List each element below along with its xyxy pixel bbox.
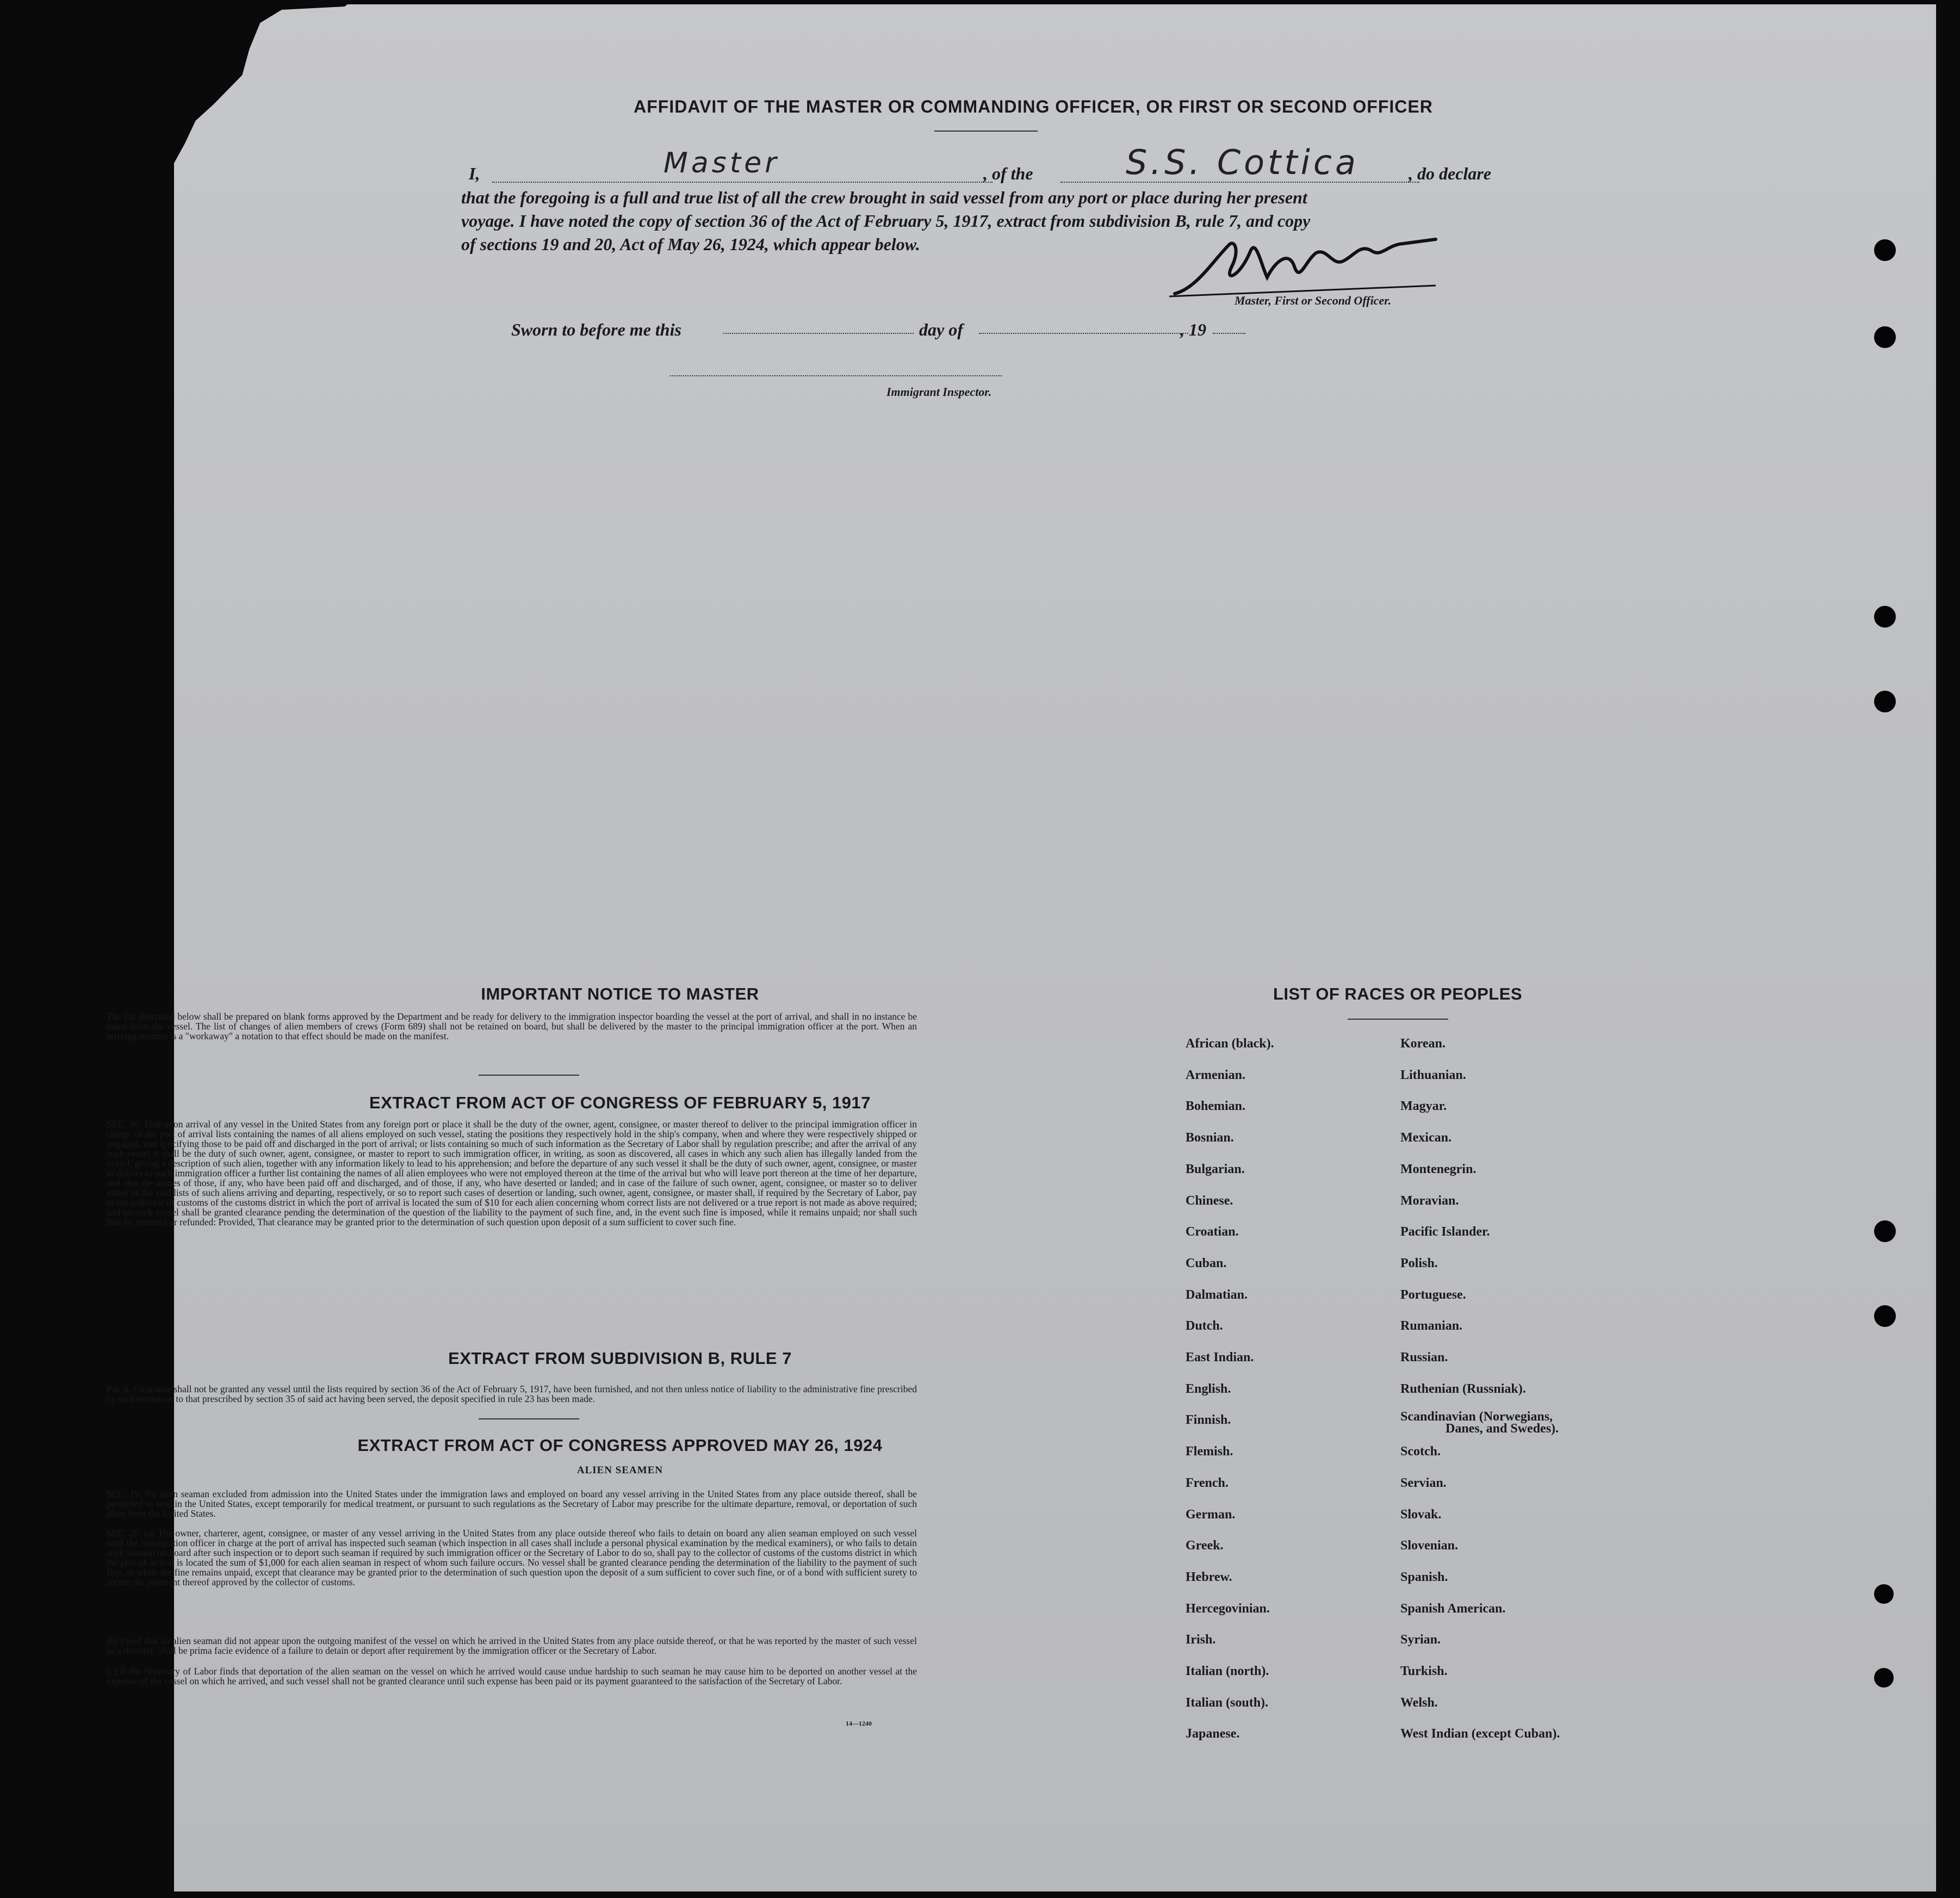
race-item: Scotch. xyxy=(1400,1444,1441,1459)
sworn-mid: day of xyxy=(919,320,963,339)
race-item: West Indian (except Cuban). xyxy=(1400,1727,1560,1741)
binding-hole xyxy=(1874,606,1896,628)
race-item: Polish. xyxy=(1400,1256,1438,1270)
sworn-day-blank xyxy=(723,333,914,334)
race-item: Bosnian. xyxy=(1186,1131,1234,1145)
race-item: Montenegrin. xyxy=(1400,1162,1477,1176)
line1-suffix: , do declare xyxy=(1409,164,1491,183)
race-item: German. xyxy=(1186,1508,1236,1522)
form-number: 14—1240 xyxy=(846,1720,872,1727)
race-item: Ruthenian (Russniak). xyxy=(1400,1382,1526,1396)
race-item: Welsh. xyxy=(1400,1696,1438,1710)
race-item: English. xyxy=(1186,1382,1231,1396)
race-item: Hebrew. xyxy=(1186,1570,1232,1584)
race-item: Cuban. xyxy=(1186,1256,1227,1270)
sec20a-text: SEC. 20. (a) The owner, charterer, agent, consignee, or master of any vessel arriving in the United States from any place outside thereof who fails to detain on board any alien seaman employed on such vessel until the immigration officer in charge at the port of arrival has inspected such seaman (which inspection in all cases shall include a personal physical examination by the medical examiners), or who fails to detain such seaman on board after such inspection or to deport such seaman if required by such immigration officer or the Secretary of Labor to do so, shall pay to the collector of customs of the customs district in which the port of arrival is located the sum of $1,000 for each alien seaman in respect of whom such failure occurs. No vessel shall be granted clearance pending the determination of the liability to the payment of such fine, or while the fine remains unpaid, except that clearance may be granted prior to the determination of such question upon the deposit of a sum sufficient to cover such fine, or of a bond with sufficient surety to secure the payment thereof approved by the collector of customs. xyxy=(107,1528,917,1587)
race-item: Magyar. xyxy=(1400,1099,1447,1113)
race-item: Bohemian. xyxy=(1186,1099,1246,1113)
master-handwritten: Master xyxy=(663,147,780,179)
race-item: Flemish. xyxy=(1186,1444,1233,1459)
extract-1924-title: EXTRACT FROM ACT OF CONGRESS APPROVED MAY 26, 1924 xyxy=(357,1436,883,1455)
notice-text: The list described below shall be prepared on blank forms approved by the Department and be ready for delivery to the immigration inspector boarding the vessel at the port of arrival, and shall in no instance be taken from the vessel. The list of changes of alien members of crews (Form 689) shall not be retained on board, but shall be delivered by the master to the principal immigration officer at the port. When an arriving seaman is a "workaway" a notation to that effect should be made on the manifest. xyxy=(107,1011,917,1041)
notice-divider xyxy=(479,1075,579,1076)
signature-caption: Master, First or Second Officer. xyxy=(1235,294,1392,307)
race-item: Moravian. xyxy=(1400,1194,1459,1208)
rule7-divider xyxy=(479,1418,579,1419)
line1-mid: , of the xyxy=(983,164,1033,183)
inspector-signature-blank xyxy=(670,375,1002,376)
rule7-text: Par. 6. Clearance shall not be granted any vessel until the lists required by section 36 of the Act of February 5, 1917, have been furnished, and not then unless notice of liability to the administrative fine prescribed by said section or to that prescribed by section 35 of said act having been served, the deposit specified in rule 23 has been made. xyxy=(107,1384,917,1404)
race-item: Finnish. xyxy=(1186,1413,1231,1427)
extract-1917-text: SEC. 36. That upon arrival of any vessel in the United States from any foreign port or place it shall be the duty of the owner, agent, consignee, or master thereof to deliver to the principal immigration officer in charge of the port of arrival lists containing the names of all aliens employed on such vessel, stating the positions they respectively hold in the ship's company, when and where they were respectively shipped or engaged, and specifying those to be paid off and discharged in the port of arrival; or lists containing so much of such information as the Secretary of Labor shall by regulation prescribe; and after the arrival of any such vessel it shall be the duty of such owner, agent, consignee, or master to report to such immigration officer, in writing, as soon as discovered, all cases in which any such alien has illegally landed from the vessel, giving a description of such alien, together with any information likely to lead to his apprehension; and before the departure of any such vessel it shall be the duty of such owner, agent, consignee, or master to deliver to such immigration officer a further list containing the names of all alien employees who were not employed thereon at the time of the arrival but who will leave port thereon at the time of her departure, and also the names of those, if any, who have been paid off and discharged, and of those, if any, who have deserted or landed; and in case of the failure of such owner, agent, consignee, or master so to deliver either of the said lists of such aliens arriving and departing, respectively, or so to report such cases of desertion or landing, such owner, agent, consignee, or master shall, if required by the Secretary of Labor, pay to the collector of customs of the customs district in which the port of arrival is located the sum of $10 for each alien concerning whom correct lists are not delivered or a true report is not made as above required; and no such vessel shall be granted clearance pending the determination of the question of the liability to the payment of such fine, and, in the event such fine is imposed, while it remains unpaid; nor shall such fine be remitted or refunded: Provided, That clearance may be granted prior to the determination of such question upon deposit of a sum sufficient to cover such fine. xyxy=(107,1119,917,1227)
race-scandinavian-continuation: Danes, and Swedes). xyxy=(1446,1422,1559,1436)
binding-hole xyxy=(1874,1584,1894,1604)
sworn-year-blank xyxy=(1213,333,1245,334)
binding-hole xyxy=(1874,691,1896,712)
races-title: LIST OF RACES OR PEOPLES xyxy=(1273,984,1523,1003)
binding-hole xyxy=(1874,239,1896,261)
race-item: Servian. xyxy=(1400,1476,1447,1490)
race-item: Dutch. xyxy=(1186,1319,1223,1333)
race-item: Irish. xyxy=(1186,1633,1216,1647)
race-item: Hercegovinian. xyxy=(1186,1602,1270,1616)
races-divider xyxy=(1348,1019,1448,1020)
inspector-caption: Immigrant Inspector. xyxy=(886,385,992,399)
race-item: Korean. xyxy=(1400,1037,1446,1051)
race-item: Bulgarian. xyxy=(1186,1162,1245,1176)
race-item: Japanese. xyxy=(1186,1727,1240,1741)
declaration-line-3: voyage. I have noted the copy of section 36 of the Act of February 5, 1917, extract from subdivision B, rule 7, and copy xyxy=(461,211,1311,231)
race-item: Italian (south). xyxy=(1186,1696,1269,1710)
race-item: Pacific Islander. xyxy=(1400,1225,1490,1239)
sworn-prefix: Sworn to before me this xyxy=(511,320,681,339)
binding-hole xyxy=(1874,1220,1896,1242)
race-item: East Indian. xyxy=(1186,1350,1254,1364)
race-item: Scandinavian (Norwegians, xyxy=(1400,1410,1553,1424)
sec20b-text: (b) Proof that an alien seaman did not appear upon the outgoing manifest of the vessel on which he arrived in the United States from any place outside thereof, or that he was reported by the master of such vessel as a deserter, shall be prima facie evidence of a failure to detain or deport after requirement by the immigration officer or the Secretary of Labor. xyxy=(107,1635,917,1656)
alien-seamen-subtitle: ALIEN SEAMEN xyxy=(576,1465,663,1476)
affidavit-title: AFFIDAVIT OF THE MASTER OR COMMANDING OFFICER, OR FIRST OR SECOND OFFICER xyxy=(634,97,1433,116)
race-item: Rumanian. xyxy=(1400,1319,1463,1333)
race-item: Slovenian. xyxy=(1400,1539,1459,1553)
race-item: Mexican. xyxy=(1400,1131,1452,1145)
race-item: Russian. xyxy=(1400,1350,1448,1364)
race-item: Chinese. xyxy=(1186,1194,1233,1208)
document-page xyxy=(174,4,1936,1891)
race-item: Dalmatian. xyxy=(1186,1288,1248,1302)
race-item: Italian (north). xyxy=(1186,1664,1269,1678)
declaration-line-1 xyxy=(469,162,480,185)
race-item: Slovak. xyxy=(1400,1508,1442,1522)
race-item: Syrian. xyxy=(1400,1633,1441,1647)
notice-title: IMPORTANT NOTICE TO MASTER xyxy=(481,984,759,1003)
race-item: Turkish. xyxy=(1400,1664,1448,1678)
sworn-month-blank xyxy=(979,333,1188,334)
race-item: Croatian. xyxy=(1186,1225,1239,1239)
sworn-year: , 19 xyxy=(1180,320,1206,339)
extract-1917-title: EXTRACT FROM ACT OF CONGRESS OF FEBRUARY 5, 1917 xyxy=(369,1093,871,1112)
race-item: Portuguese. xyxy=(1400,1288,1466,1302)
binding-hole xyxy=(1874,1668,1894,1688)
vessel-handwritten: S.S. Cottica xyxy=(1126,142,1359,182)
race-item: French. xyxy=(1186,1476,1229,1490)
race-item: Lithuanian. xyxy=(1400,1068,1466,1082)
race-item: African (black). xyxy=(1186,1037,1274,1051)
sec19-text: SEC. 19. No alien seaman excluded from admission into the United States under the immigration laws and employed on board any vessel arriving in the United States from any place outside thereof, shall be permitted to land in the United States, except temporarily for medical treatment, or pursuant to such regulations as the Secretary of Labor may prescribe for the ultimate departure, removal, or deportation of such alien from the United States. xyxy=(107,1488,917,1519)
master-name-blank xyxy=(492,182,993,183)
line1-prefix: I, xyxy=(469,164,480,183)
title-divider xyxy=(934,131,1038,132)
declaration-line-2: that the foregoing is a full and true list of all the crew brought in said vessel from any port or place during her present xyxy=(461,188,1307,207)
binding-hole xyxy=(1874,326,1896,348)
race-item: Spanish. xyxy=(1400,1570,1448,1584)
sec20c-text: (c) If the Secretary of Labor finds that deportation of the alien seaman on the vessel on which he arrived would cause undue hardship to such seaman he may cause him to be deported on another vessel at the expense of the vessel on which he arrived, and such vessel shall not be granted clearance until such expense has been paid or its payment guaranteed to the satisfaction of the Secretary of Labor. xyxy=(107,1666,917,1686)
race-item: Armenian. xyxy=(1186,1068,1245,1082)
binding-hole xyxy=(1874,1305,1896,1327)
declaration-line-4: of sections 19 and 20, Act of May 26, 1924, which appear below. xyxy=(461,234,920,254)
rule7-title: EXTRACT FROM SUBDIVISION B, RULE 7 xyxy=(448,1349,792,1368)
race-item: Spanish American. xyxy=(1400,1602,1506,1616)
race-item: Greek. xyxy=(1186,1539,1224,1553)
